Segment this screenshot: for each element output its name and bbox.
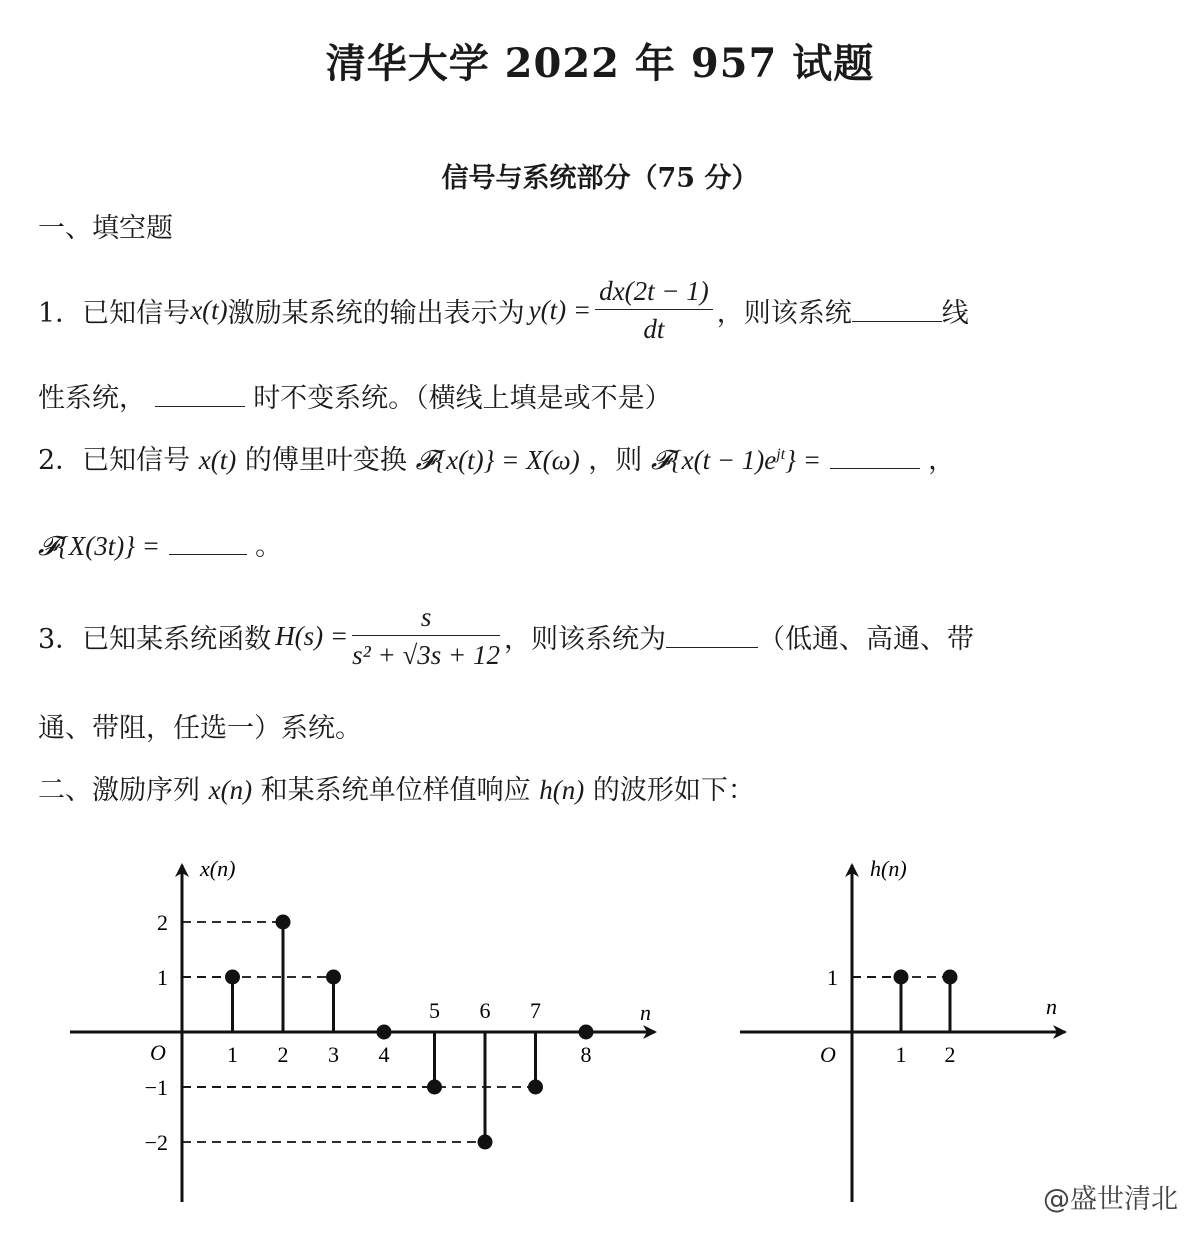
section2-hn: h(n) (539, 775, 585, 805)
xn-xtick-label: 7 (530, 998, 541, 1023)
xn-ytick-label: −1 (144, 1075, 168, 1100)
hn-marks (827, 965, 958, 1067)
hn-xlabel: n (1046, 994, 1057, 1019)
xn-ytick-label: −2 (144, 1130, 168, 1155)
xn-point (276, 915, 291, 930)
q2-ft-close: } = (785, 445, 821, 475)
xn-point (528, 1080, 543, 1095)
q3-line2: 通、带阻，任选一）系统。 (38, 713, 362, 744)
xn-stem-chart (0, 840, 720, 1220)
xn-xtick-label: 6 (479, 998, 491, 1023)
q1-blank-linear[interactable] (852, 299, 942, 322)
xn-ytick-label: 1 (157, 965, 168, 990)
hn-ylabel: h(n) (870, 856, 907, 881)
xn-point (478, 1135, 493, 1150)
q1-fraction (595, 276, 713, 345)
q1-lhs: y(t) = (528, 294, 592, 325)
q1-prefix: 1．已知信号 (38, 297, 191, 329)
q2-line2-end: 。 (255, 531, 283, 562)
xn-point (579, 1025, 594, 1040)
q1-blank-timeinvariant[interactable] (155, 384, 245, 407)
xn-point (377, 1025, 392, 1040)
q1-frac-den: dt (643, 313, 665, 344)
q3-frac-num: s (352, 602, 500, 636)
q1-signal: x(t) (190, 294, 228, 325)
q3-blank[interactable] (666, 625, 758, 648)
hn-point (894, 970, 909, 985)
hn-stem-chart (720, 840, 1180, 1220)
xn-xtick-label: 5 (429, 998, 440, 1023)
hn-origin-label: O (820, 1042, 836, 1067)
q3-line1 (38, 596, 974, 676)
q1-line2-a: 性系统， (38, 383, 146, 414)
xn-xtick-label: 2 (277, 1042, 289, 1067)
q3-lhs: H(s) = (275, 620, 349, 651)
q3-prefix: 3．已知某系统函数 (38, 623, 272, 655)
page-title: 清华大学 2022 年 957 试题 (325, 40, 875, 87)
q2-line2-expr: 𝓕{X(3t)} = (38, 531, 160, 561)
hn-xtick-label: 1 (895, 1042, 907, 1067)
q2-prefix: 2．已知信号 (38, 445, 191, 476)
q2-blank-2[interactable] (169, 532, 247, 555)
section2-heading-b: 和某系统单位样值响应 (260, 775, 531, 806)
hn-point (943, 970, 958, 985)
xn-point (427, 1080, 442, 1095)
section2-heading (38, 768, 755, 807)
q3-tail: ，则该系统为 (504, 623, 667, 655)
xn-xlabel: n (640, 1000, 651, 1025)
xn-xtick-label: 3 (328, 1042, 339, 1067)
q2-line2 (38, 524, 282, 563)
xn-point (326, 970, 341, 985)
hn-xtick-label: 2 (944, 1042, 956, 1067)
xn-xtick-label: 4 (378, 1042, 390, 1067)
q1-mid: 激励某系统的输出表示为 (227, 297, 525, 329)
q2-signal: x(t) (198, 445, 237, 475)
q2-ft-expr2: 𝓕{x(t − 1)e (650, 445, 777, 475)
q2-then: ，则 (588, 445, 643, 476)
xn-origin-label: O (150, 1040, 166, 1065)
section2-xn: x(n) (208, 775, 253, 805)
watermark: @盛世清北 (1043, 1184, 1178, 1215)
section2-heading-a: 二、激励序列 (38, 775, 200, 806)
q1-line2-b: 时不变系统。（横线上填是或不是） (253, 383, 672, 414)
q2-comma: ， (928, 445, 956, 476)
q2-blank-1[interactable] (830, 446, 920, 469)
q2-line1 (38, 438, 955, 477)
section2-heading-c: 的波形如下： (592, 775, 755, 806)
hn-ytick-label: 1 (827, 965, 838, 990)
xn-xtick-label: 1 (227, 1042, 238, 1067)
q3-frac-den: s² + √3s + 12 (352, 639, 501, 670)
q1-after-blank: 线 (941, 297, 969, 329)
q1-frac-num: dx(2t − 1) (595, 276, 713, 310)
q1-line2 (38, 376, 672, 415)
xn-point (225, 970, 240, 985)
q1-tail: ，则该系统 (716, 297, 852, 329)
q3-options: （低通、高通、带 (758, 623, 975, 655)
section-subtitle: 信号与系统部分（75 分） (441, 163, 759, 194)
xn-xtick-label: 8 (580, 1042, 592, 1067)
q3-fraction (352, 602, 500, 671)
q2-exponent: jt (776, 446, 786, 463)
q2-mid: 的傅里叶变换 (244, 445, 407, 476)
q1-line1 (38, 270, 969, 350)
q2-ft-expr: 𝓕{x(t)} = X(ω) (415, 445, 580, 475)
section1-heading: 一、填空题 (38, 213, 173, 244)
xn-ylabel: x(n) (200, 856, 236, 881)
xn-ytick-label: 2 (157, 910, 168, 935)
